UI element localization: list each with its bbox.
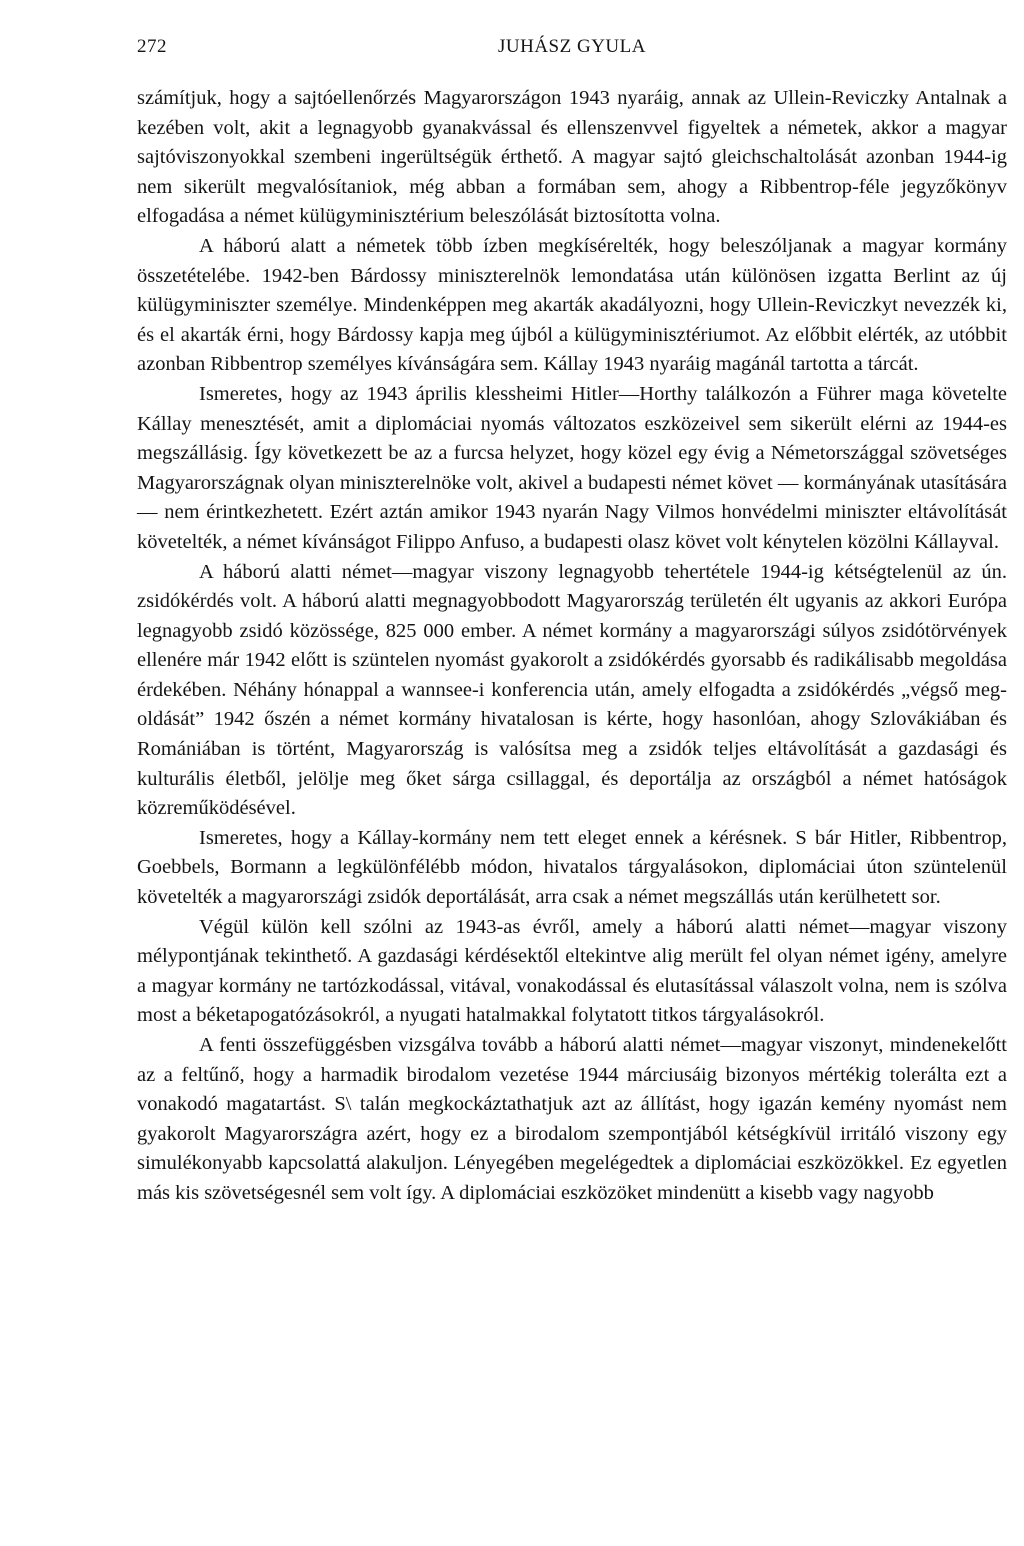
paragraph: Végül külön kell szólni az 1943-as évről, amely a háború alatti német—magyar viszony mélypontjának tekinthető. A gazdasági kérdésektől eltekintve alig merült fel olyan német igény, amelyre a magyar kormány ne tartózkodással, vitával, vonakodással és elutasítással válaszolt volna, nem is szólva most a béketapogatózásokról, a nyugati hatalmakkal folytatott titkos tárgyalásokról.	[137, 915, 1007, 1027]
running-head: JUHÁSZ GYULA	[498, 36, 646, 57]
paragraph: számítjuk, hogy a sajtóellenőrzés Magyarországon 1943 nyaráig, annak az Ullein-Reviczky Antalnak a kezében volt, akit a legnagyobb gyanakvással és ellenszenvvel figyeltek a németek, akkor a magyar sajtóviszonyokkal szembeni ingerültségük érthető. A magyar sajtó gleichschaltolását azonban 1944-ig nem sikerült megvalósítaniok, még abban a formában sem, ahogy a Ribbentrop-féle jegyzőkönyv elfogadása a német külügyminisztérium beleszólását biztosította volna.	[137, 87, 1007, 228]
paragraph: A fenti összefüggésben vizsgálva tovább a háború alatti német—magyar viszonyt, mindenekelőtt az a feltűnő, hogy a harmadik birodalom vezetése 1944 márciusáig bizonyos mértékig tolerálta ezt a vonakodó magatartást. S\ talán megkockáztathatjuk azt az állítást, hogy igazán kemény nyomást nem gyakorolt Magyarországra azért, hogy ez a birodalom szempontjából kétségkívül irritáló viszony egy simulékonyabb kapcsolattá alakuljon. Lényegében megelégedtek a diplomáciai eszközökkel. Ez egyetlen más kis szövetségesnél sem volt így. A diplomáciai eszközöket mindenütt a kisebb vagy nagyobb	[137, 1034, 1007, 1204]
book-page	[137, 30, 1007, 1209]
paragraph: Ismeretes, hogy az 1943 április klessheimi Hitler—Horthy találkozón a Führer maga követelte Kállay menesztését, amit a diplomáciai nyomás változatos eszközeivel sem sikerült elérni az 1944-es megszállásig. Így következett be az a furcsa helyzet, hogy közel egy évig a Németországgal szövetséges Magyarországnak olyan miniszterelnöke volt, akivel a budapesti német követ — kormányának utasítására — nem érintkezhetett. Ezért aztán amikor 1943 nyarán Nagy Vilmos honvédelmi miniszter eltávolítását követelték, a német kívánságot Filippo Anfuso, a budapesti olasz követ volt kénytelen közölni Kállayval.	[137, 382, 1007, 553]
paragraph: Ismeretes, hogy a Kállay-kormány nem tett eleget ennek a kérésnek. S bár Hitler, Ribbentrop, Goebbels, Bormann a legkülönfélébb módon, hivatalos tárgyalásokon, diplomáciai úton szüntelenül követelték a magyarországi zsidók deportálását, arra csak a német megszállás után kerülhetett sor.	[137, 826, 1007, 909]
paragraph: A háború alatt a németek több ízben megkísérelték, hogy beleszóljanak a magyar kormány összetételébe. 1942-ben Bárdossy miniszterelnök lemondatása után különösen izgatta Berlint az új külügyminiszter személye. Mindenképpen meg akarták akadályozni, hogy Ullein-Reviczkyt nevezzék ki, és el akarták érni, hogy Bárdossy kapja meg újból a külügyminisztériumot. Az előbbit elérték, az utóbbit azonban Ribbentrop személyes kívánságára sem. Kállay 1943 nyaráig magánál tartotta a tárcát.	[137, 234, 1007, 376]
page-header	[137, 30, 1007, 70]
page-number: 272	[137, 36, 167, 57]
paragraph: A háború alatti német—magyar viszony legnagyobb tehertétele 1944-ig kétségtelenül az ún. zsidókérdés volt. A háború alatti megnagyobbodott Magyarország területén élt ugyanis az akkori Európa legnagyobb zsidó közössége, 825 000 ember. A német kormány a magyarországi súlyos zsidótörvények ellenére már 1942 előtt is szüntelen nyomást gyakorolt a zsidókérdés gyorsabb és radikálisabb megoldása érdekében. Néhány hónappal a wannsee-i konferencia után, amely elfogadta a zsidókérdés „végső megoldását” 1942 őszén a német kormány hivatalosan is kérte, hogy hasonlóan, ahogy Szlovákiában és Romániában is történt, Magyarország is valósítsa meg a zsidók teljes eltávolítását a gazdasági és kulturális életből, jelölje meg őket sárga csillaggal, és deportálja az országból a német hatóságok közreműködésével.	[137, 560, 1007, 820]
body-text	[137, 84, 1007, 1209]
